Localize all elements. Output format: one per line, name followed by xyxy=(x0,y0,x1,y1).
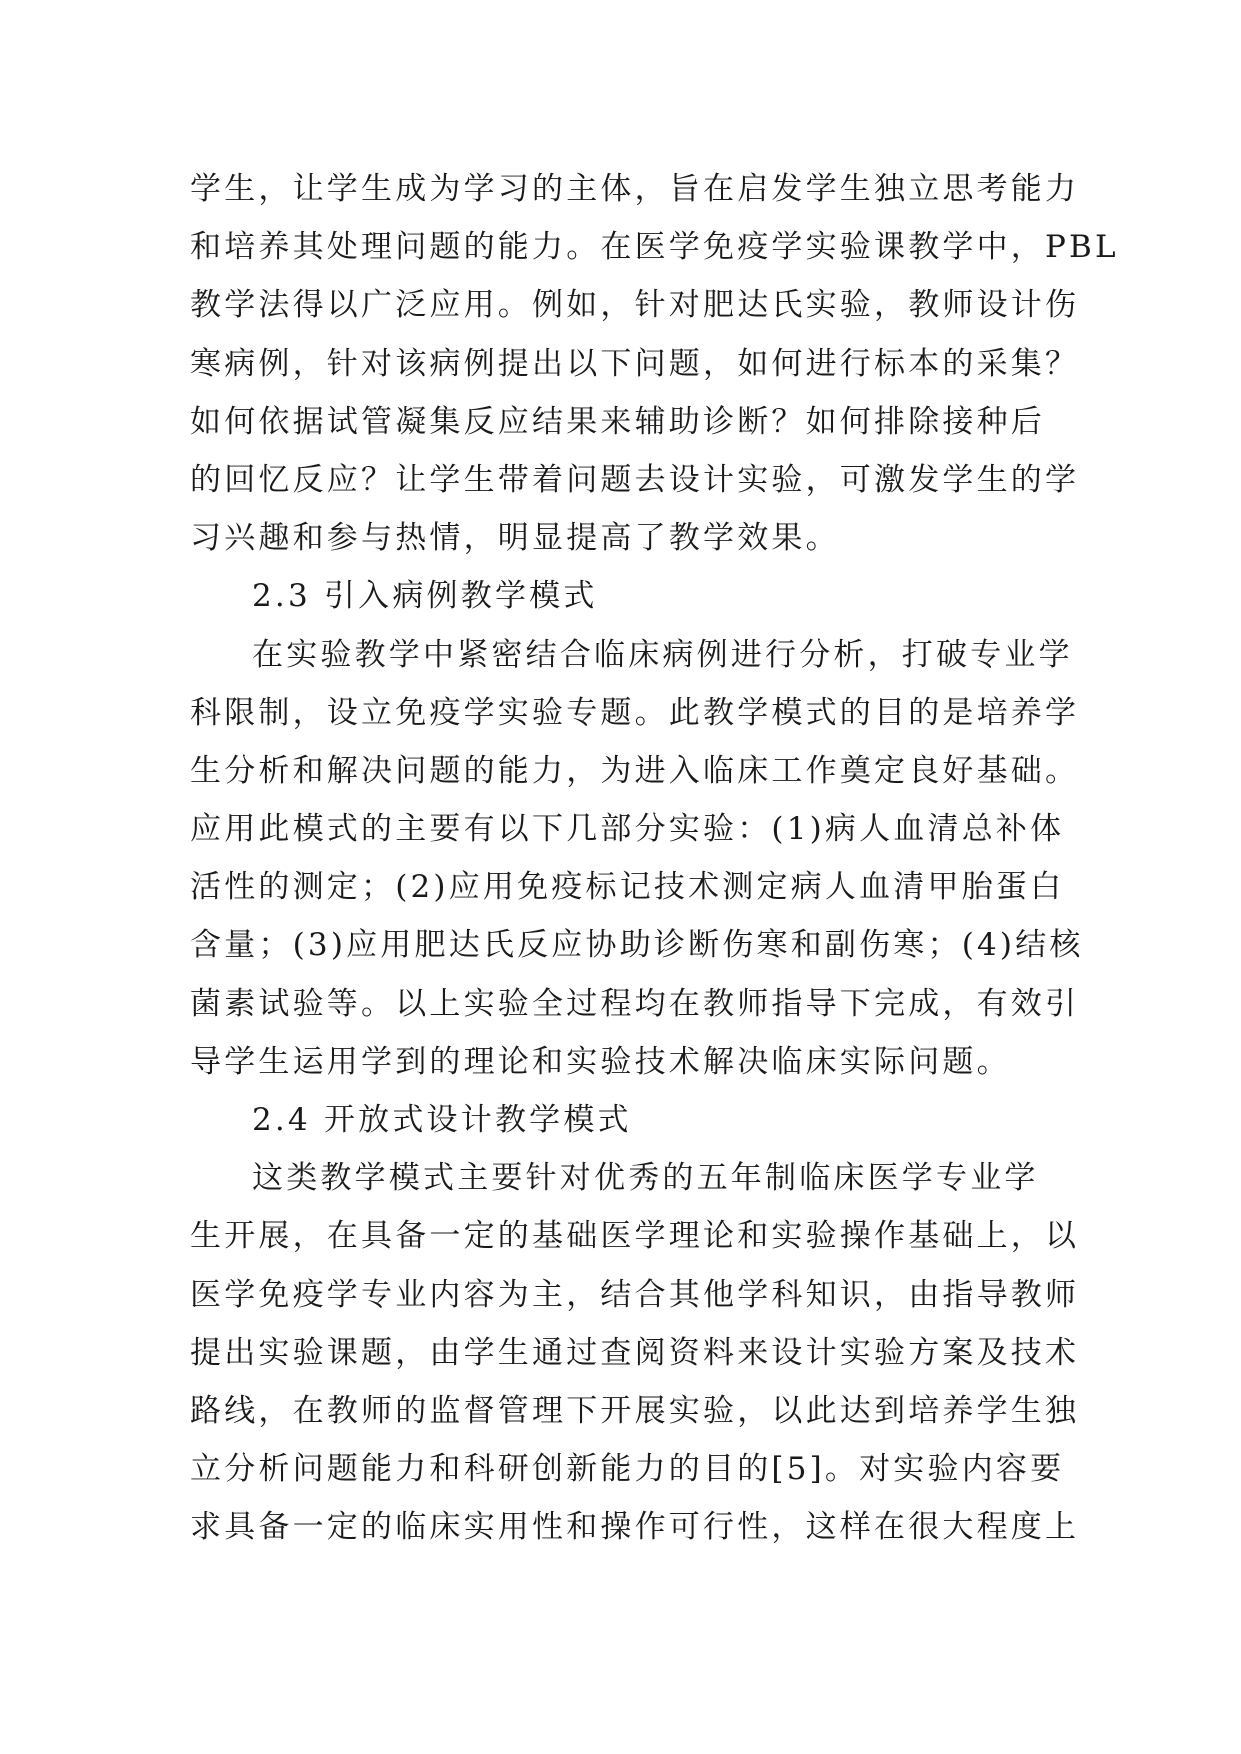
paragraph-line: 的回忆反应？让学生带着问题去设计实验，可激发学生的学 xyxy=(190,461,1080,498)
section-heading: 2.3 引入病例教学模式 xyxy=(252,578,598,615)
paragraph-line: 应用此模式的主要有以下几部分实验：(1)病人血清总补体 xyxy=(190,811,1065,848)
paragraph-line: 生开展，在具备一定的基础医学理论和实验操作基础上，以 xyxy=(190,1218,1080,1255)
paragraph-line: 菌素试验等。以上实验全过程均在教师指导下完成，有效引 xyxy=(190,985,1080,1022)
paragraph-line: 如何依据试管凝集反应结果来辅助诊断？如何排除接种后 xyxy=(190,403,1045,440)
paragraph-line: 求具备一定的临床实用性和操作可行性，这样在很大程度上 xyxy=(190,1509,1080,1546)
paragraph-line: 学生，让学生成为学习的主体，旨在启发学生独立思考能力 xyxy=(190,171,1080,207)
paragraph-line: 含量；(3)应用肥达氏反应协助诊断伤寒和副伤寒；(4)结核 xyxy=(190,927,1084,964)
paragraph-line: 活性的测定；(2)应用免疫标记技术测定病人血清甲胎蛋白 xyxy=(190,869,1065,906)
paragraph-line: 这类教学模式主要针对优秀的五年制临床医学专业学 xyxy=(252,1160,1039,1197)
paragraph-line: 寒病例，针对该病例提出以下问题，如何进行标本的采集？ xyxy=(190,345,1080,382)
paragraph-line: 习兴趣和参与热情，明显提高了教学效果。 xyxy=(190,520,840,557)
paragraph-line: 医学免疫学专业内容为主，结合其他学科知识，由指导教师 xyxy=(190,1276,1080,1313)
paragraph-line: 在实验教学中紧密结合临床病例进行分析，打破专业学 xyxy=(252,636,1073,673)
paragraph-line: 生分析和解决问题的能力，为进入临床工作奠定良好基础。 xyxy=(190,752,1080,789)
paragraph-line: 教学法得以广泛应用。例如，针对肥达氏实验，教师设计伤 xyxy=(190,287,1080,324)
body-text xyxy=(190,160,1119,1557)
paragraph-line: 提出实验课题，由学生通过查阅资料来设计实验方案及技术 xyxy=(190,1334,1080,1371)
paragraph-line: 立分析问题能力和科研创新能力的目的[5]。对实验内容要 xyxy=(190,1451,1065,1488)
paragraph-line: 导学生运用学到的理论和实验技术解决临床实际问题。 xyxy=(190,1043,1011,1080)
paragraph-line: 路线，在教师的监督管理下开展实验，以此达到培养学生独 xyxy=(190,1392,1080,1429)
paragraph-line: 科限制，设立免疫学实验专题。此教学模式的目的是培养学 xyxy=(190,694,1080,731)
section-heading: 2.4 开放式设计教学模式 xyxy=(252,1102,632,1138)
paragraph-line: 和培养其处理问题的能力。在医学免疫学实验课教学中，PBL xyxy=(190,229,1119,266)
